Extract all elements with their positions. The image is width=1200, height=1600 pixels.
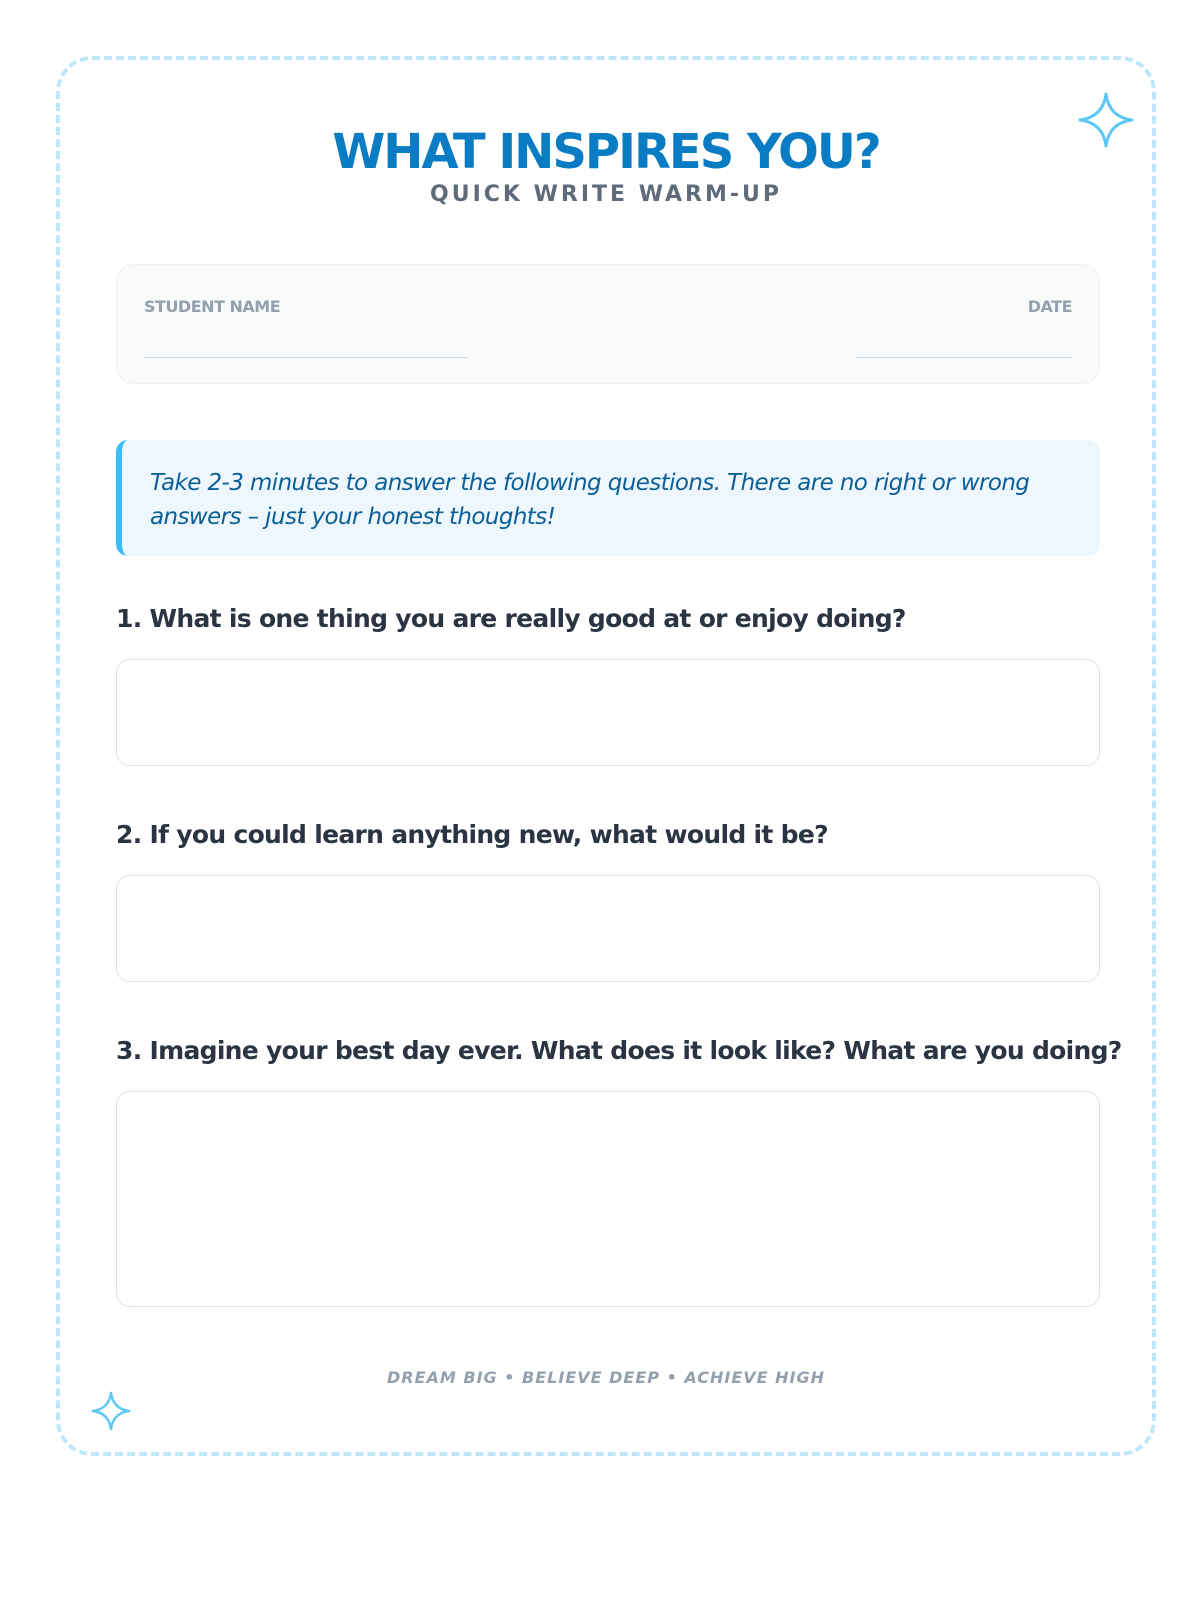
instructions-callout: Take 2-3 minutes to answer the following questions. There are no right or wrong answers – just your honest thoughts!	[116, 440, 1100, 556]
student-name-field[interactable]	[144, 357, 468, 358]
page-subtitle: QUICK WRITE WARM-UP	[430, 182, 782, 207]
answer-2-field[interactable]	[116, 875, 1100, 982]
question-2: 2. If you could learn anything new, what would it be?	[116, 820, 828, 849]
sparkle-icon	[90, 1390, 132, 1432]
student-name-label: STUDENT NAME	[144, 297, 281, 316]
page-title: WHAT INSPIRES YOU?	[332, 124, 880, 180]
question-3: 3. Imagine your best day ever. What does it look like? What are you doing?	[116, 1036, 1122, 1065]
date-field[interactable]	[856, 357, 1072, 358]
answer-3-field[interactable]	[116, 1091, 1100, 1307]
date-label: DATE	[1027, 297, 1072, 316]
answer-1-field[interactable]	[116, 659, 1100, 766]
worksheet-card	[56, 56, 1156, 1456]
student-info-box	[116, 264, 1100, 384]
question-1: 1. What is one thing you are really good at or enjoy doing?	[116, 604, 906, 633]
footer-motto: DREAM BIG • BELIEVE DEEP • ACHIEVE HIGH	[386, 1368, 826, 1387]
